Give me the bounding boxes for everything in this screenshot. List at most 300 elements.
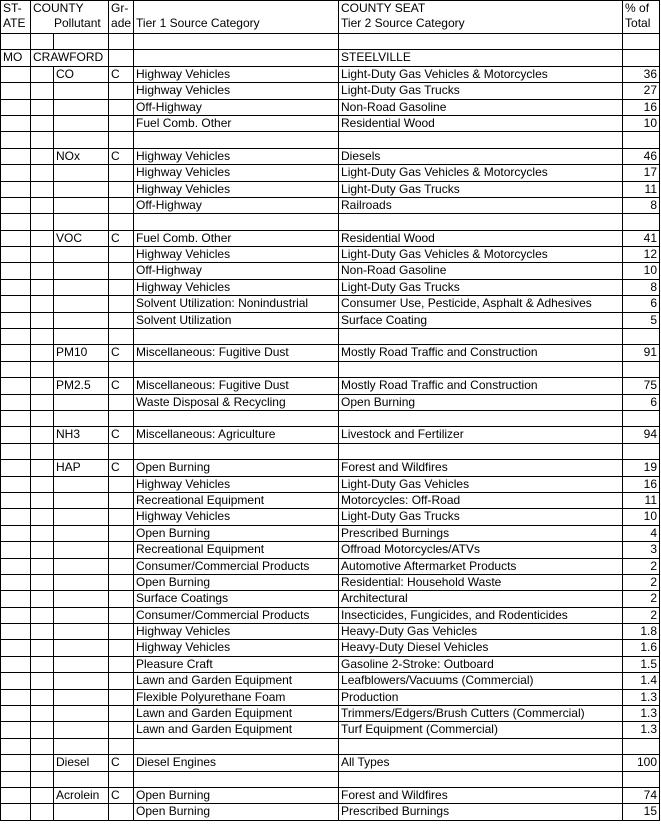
percent-cell: 10 xyxy=(623,509,660,525)
tier2-cell: Heavy-Duty Gas Vehicles xyxy=(339,624,623,640)
state-cell xyxy=(1,378,31,394)
percent-cell: 6 xyxy=(623,296,660,312)
table-row xyxy=(1,378,660,394)
tier2-cell: Leafblowers/Vacuums (Commercial) xyxy=(339,673,623,689)
pollutant-cell xyxy=(54,525,109,541)
percent-cell: 16 xyxy=(623,99,660,115)
empty-cell xyxy=(54,410,109,426)
tier1-cell: Open Burning xyxy=(134,460,339,476)
percent-cell: 6 xyxy=(623,394,660,410)
state-cell xyxy=(1,722,31,738)
county-cell xyxy=(31,427,54,443)
pollutant-cell xyxy=(54,656,109,672)
empty-cell xyxy=(109,214,134,230)
pollutant-cell xyxy=(54,706,109,722)
state-cell xyxy=(1,345,31,361)
state-cell xyxy=(1,706,31,722)
tier2-cell: Non-Road Gasoline xyxy=(339,263,623,279)
empty-cell xyxy=(31,329,54,345)
state-cell xyxy=(1,787,31,803)
tier2-cell: All Types xyxy=(339,755,623,771)
county-cell xyxy=(31,525,54,541)
tier1-cell: Highway Vehicles xyxy=(134,640,339,656)
empty-cell xyxy=(31,361,54,377)
county-cell xyxy=(31,673,54,689)
tier1-cell: Off-Highway xyxy=(134,99,339,115)
tier1-cell: Solvent Utilization: Nonindustrial xyxy=(134,296,339,312)
state-cell xyxy=(1,689,31,705)
pollutant-cell xyxy=(54,673,109,689)
pollutant-cell xyxy=(54,296,109,312)
state-cell xyxy=(1,230,31,246)
county-seat-cell: STEELVILLE xyxy=(339,50,623,66)
percent-cell: 1.6 xyxy=(623,640,660,656)
state-cell xyxy=(1,542,31,558)
tier1-cell: Lawn and Garden Equipment xyxy=(134,673,339,689)
percent-cell: 1.8 xyxy=(623,624,660,640)
county-cell xyxy=(31,378,54,394)
table-row xyxy=(1,689,660,705)
pollutant-cell: PM10 xyxy=(54,345,109,361)
state-cell xyxy=(1,591,31,607)
tier1-cell: Consumer/Commercial Products xyxy=(134,607,339,623)
table-row xyxy=(1,427,660,443)
county-cell xyxy=(31,181,54,197)
county-cell xyxy=(31,99,54,115)
grade-cell xyxy=(109,689,134,705)
tier2-cell: Insecticides, Fungicides, and Rodenticides xyxy=(339,607,623,623)
state-cell xyxy=(1,492,31,508)
grade-cell xyxy=(109,394,134,410)
table-row xyxy=(1,263,660,279)
empty-cell xyxy=(31,443,54,459)
empty-cell xyxy=(339,132,623,148)
pollutant-cell xyxy=(54,115,109,131)
county-cell xyxy=(31,591,54,607)
county-cell xyxy=(31,66,54,82)
table-row xyxy=(1,181,660,197)
state-cell xyxy=(1,263,31,279)
state-cell xyxy=(1,279,31,295)
percent-cell: 1.5 xyxy=(623,656,660,672)
pollutant-cell xyxy=(54,247,109,263)
empty-cell xyxy=(54,771,109,787)
state-cell xyxy=(1,525,31,541)
empty-cell xyxy=(134,132,339,148)
empty-cell xyxy=(54,214,109,230)
pollutant-cell: NOx xyxy=(54,148,109,164)
tier1-cell: Open Burning xyxy=(134,787,339,803)
empty-cell xyxy=(31,410,54,426)
percent-cell: 91 xyxy=(623,345,660,361)
grade-cell xyxy=(109,607,134,623)
empty-cell xyxy=(339,771,623,787)
table-row xyxy=(1,574,660,590)
county-cell xyxy=(31,787,54,803)
county-cell xyxy=(31,460,54,476)
grade-cell xyxy=(109,197,134,213)
spacer-row xyxy=(1,443,660,459)
percent-cell: 17 xyxy=(623,165,660,181)
state-cell xyxy=(1,181,31,197)
state-cell xyxy=(1,66,31,82)
percent-cell: 19 xyxy=(623,460,660,476)
empty-cell xyxy=(31,132,54,148)
grade-cell xyxy=(109,263,134,279)
empty-cell xyxy=(31,214,54,230)
grade-cell xyxy=(109,722,134,738)
county-cell xyxy=(31,558,54,574)
pollutant-cell xyxy=(54,607,109,623)
grade-cell: C xyxy=(109,66,134,82)
empty-cell xyxy=(339,214,623,230)
tier2-cell: Offroad Motorcycles/ATVs xyxy=(339,542,623,558)
percent-cell: 11 xyxy=(623,181,660,197)
grade-cell xyxy=(109,706,134,722)
grade-cell: C xyxy=(109,148,134,164)
tier1-cell: Surface Coatings xyxy=(134,591,339,607)
pollutant-cell xyxy=(54,804,109,820)
county-cell xyxy=(31,165,54,181)
county-cell xyxy=(31,624,54,640)
tier2-cell: Open Burning xyxy=(339,394,623,410)
county-cell xyxy=(31,345,54,361)
state-cell xyxy=(1,656,31,672)
tier1-cell: Flexible Polyurethane Foam xyxy=(134,689,339,705)
table-row xyxy=(1,542,660,558)
table-row xyxy=(1,787,660,803)
empty-cell xyxy=(623,214,660,230)
table-row xyxy=(1,492,660,508)
empty-cell xyxy=(134,329,339,345)
empty-cell xyxy=(623,410,660,426)
percent-cell: 2 xyxy=(623,558,660,574)
table-row xyxy=(1,99,660,115)
empty-cell xyxy=(1,214,31,230)
state-cell xyxy=(1,509,31,525)
table-row xyxy=(1,296,660,312)
percent-cell: 1.3 xyxy=(623,722,660,738)
tier1-cell: Miscellaneous: Agriculture xyxy=(134,427,339,443)
tier1-cell: Lawn and Garden Equipment xyxy=(134,706,339,722)
empty-cell xyxy=(339,443,623,459)
pollutant-cell xyxy=(54,542,109,558)
percent-cell: 4 xyxy=(623,525,660,541)
county-cell xyxy=(31,640,54,656)
tier1-cell: Open Burning xyxy=(134,525,339,541)
state-cell xyxy=(1,165,31,181)
county-cell xyxy=(31,804,54,820)
empty-cell xyxy=(109,771,134,787)
percent-cell: 100 xyxy=(623,755,660,771)
grade-cell: C xyxy=(109,345,134,361)
pollutant-cell xyxy=(54,197,109,213)
county-cell xyxy=(31,706,54,722)
percent-cell: 16 xyxy=(623,476,660,492)
grade-cell xyxy=(109,525,134,541)
table-row xyxy=(1,755,660,771)
county-cell xyxy=(31,509,54,525)
state-cell xyxy=(1,673,31,689)
header-grade: Gr- ade xyxy=(109,1,134,34)
county-cell xyxy=(31,574,54,590)
empty-cell xyxy=(134,361,339,377)
table-row xyxy=(1,83,660,99)
pollutant-cell xyxy=(54,99,109,115)
empty-cell xyxy=(134,443,339,459)
grade-cell: C xyxy=(109,787,134,803)
tier2-cell: Residential Wood xyxy=(339,115,623,131)
tier2-cell: Motorcycles: Off-Road xyxy=(339,492,623,508)
grade-cell xyxy=(109,296,134,312)
tier2-cell: Light-Duty Gas Vehicles xyxy=(339,476,623,492)
empty-cell xyxy=(134,410,339,426)
grade-cell: C xyxy=(109,755,134,771)
pollutant-cell xyxy=(54,394,109,410)
county-cell xyxy=(31,492,54,508)
table-row xyxy=(1,312,660,328)
county-cell xyxy=(31,755,54,771)
percent-cell: 1.3 xyxy=(623,706,660,722)
empty-cell xyxy=(134,214,339,230)
pollutant-cell xyxy=(54,689,109,705)
table-row xyxy=(1,509,660,525)
spacer-row xyxy=(1,34,660,50)
empty-cell xyxy=(623,443,660,459)
pollutant-cell: CO xyxy=(54,66,109,82)
percent-cell: 2 xyxy=(623,607,660,623)
state-cell xyxy=(1,83,31,99)
tier2-cell: Gasoline 2-Stroke: Outboard xyxy=(339,656,623,672)
state-cell xyxy=(1,574,31,590)
grade-cell xyxy=(109,624,134,640)
tier2-cell: Railroads xyxy=(339,197,623,213)
empty-cell xyxy=(339,410,623,426)
empty-cell xyxy=(623,771,660,787)
table-row xyxy=(1,624,660,640)
table-row xyxy=(1,656,660,672)
tier2-cell: Mostly Road Traffic and Construction xyxy=(339,345,623,361)
spacer-row xyxy=(1,771,660,787)
tier1-cell: Highway Vehicles xyxy=(134,181,339,197)
county-cell xyxy=(31,542,54,558)
pollutant-cell: VOC xyxy=(54,230,109,246)
pollutant-cell xyxy=(54,279,109,295)
pollutant-cell xyxy=(54,312,109,328)
county-cell xyxy=(31,247,54,263)
state-cell xyxy=(1,607,31,623)
empty-cell xyxy=(339,738,623,754)
state-cell xyxy=(1,247,31,263)
tier2-cell: Light-Duty Gas Trucks xyxy=(339,181,623,197)
empty-cell xyxy=(1,132,31,148)
pollutant-cell: HAP xyxy=(54,460,109,476)
grade-cell xyxy=(109,640,134,656)
empty-cell xyxy=(54,443,109,459)
state-cell xyxy=(1,394,31,410)
table-row xyxy=(1,345,660,361)
location-row xyxy=(1,50,660,66)
tier1-cell: Waste Disposal & Recycling xyxy=(134,394,339,410)
table-row xyxy=(1,165,660,181)
percent-cell: 12 xyxy=(623,247,660,263)
tier1-cell: Miscellaneous: Fugitive Dust xyxy=(134,378,339,394)
tier1-cell: Open Burning xyxy=(134,804,339,820)
percent-cell: 10 xyxy=(623,115,660,131)
header-state: ST- ATE xyxy=(1,1,31,34)
pollutant-cell: PM2.5 xyxy=(54,378,109,394)
tier1-cell: Highway Vehicles xyxy=(134,83,339,99)
header-county-pollutant: COUNTY Pollutant xyxy=(31,1,109,34)
grade-cell: C xyxy=(109,427,134,443)
table-row xyxy=(1,460,660,476)
table-row xyxy=(1,148,660,164)
empty-cell xyxy=(134,738,339,754)
empty-cell xyxy=(623,132,660,148)
percent-cell: 75 xyxy=(623,378,660,394)
pollutant-cell xyxy=(54,83,109,99)
tier1-cell: Off-Highway xyxy=(134,197,339,213)
header-row xyxy=(1,1,660,34)
state-cell xyxy=(1,99,31,115)
grade-cell: C xyxy=(109,230,134,246)
tier2-cell: Diesels xyxy=(339,148,623,164)
table-row xyxy=(1,804,660,820)
percent-cell: 11 xyxy=(623,492,660,508)
tier2-cell: Surface Coating xyxy=(339,312,623,328)
table-row xyxy=(1,607,660,623)
state-cell xyxy=(1,148,31,164)
grade-cell xyxy=(109,279,134,295)
table-row xyxy=(1,66,660,82)
spacer-row xyxy=(1,214,660,230)
tier2-cell: Light-Duty Gas Trucks xyxy=(339,509,623,525)
empty-cell xyxy=(339,329,623,345)
empty-cell xyxy=(623,738,660,754)
grade-cell xyxy=(109,247,134,263)
table-row xyxy=(1,279,660,295)
empty-cell xyxy=(109,443,134,459)
percent-cell: 2 xyxy=(623,574,660,590)
table-row xyxy=(1,197,660,213)
header-tier1: Tier 1 Source Category xyxy=(134,1,339,34)
pollutant-cell xyxy=(54,476,109,492)
tier2-cell: Light-Duty Gas Trucks xyxy=(339,279,623,295)
table-row xyxy=(1,115,660,131)
pollutant-cell xyxy=(54,492,109,508)
tier1-cell: Highway Vehicles xyxy=(134,66,339,82)
tier1-cell: Highway Vehicles xyxy=(134,148,339,164)
state-cell xyxy=(1,312,31,328)
empty-cell xyxy=(109,738,134,754)
county-cell xyxy=(31,689,54,705)
tier1-cell: Diesel Engines xyxy=(134,755,339,771)
grade-cell xyxy=(109,99,134,115)
empty-cell xyxy=(1,410,31,426)
state-cell xyxy=(1,640,31,656)
empty-cell xyxy=(54,329,109,345)
table-body xyxy=(1,34,660,821)
empty-cell xyxy=(623,361,660,377)
table-row xyxy=(1,558,660,574)
pollutant-cell xyxy=(54,574,109,590)
county-cell xyxy=(31,476,54,492)
table-row xyxy=(1,640,660,656)
tier2-cell: Forest and Wildfires xyxy=(339,460,623,476)
pollutant-cell xyxy=(54,624,109,640)
tier1-cell: Miscellaneous: Fugitive Dust xyxy=(134,345,339,361)
state-cell xyxy=(1,460,31,476)
spacer-row xyxy=(1,132,660,148)
empty-cell xyxy=(109,361,134,377)
spacer-row xyxy=(1,738,660,754)
empty-cell xyxy=(54,738,109,754)
state-cell xyxy=(1,115,31,131)
county-cell xyxy=(31,83,54,99)
table-row xyxy=(1,706,660,722)
percent-cell: 36 xyxy=(623,66,660,82)
percent-cell: 5 xyxy=(623,312,660,328)
tier2-cell: Trimmers/Edgers/Brush Cutters (Commercial) xyxy=(339,706,623,722)
tier2-cell: Mostly Road Traffic and Construction xyxy=(339,378,623,394)
pollutant-cell xyxy=(54,263,109,279)
tier1-cell: Pleasure Craft xyxy=(134,656,339,672)
table-row xyxy=(1,722,660,738)
percent-cell: 8 xyxy=(623,279,660,295)
state-cell xyxy=(1,804,31,820)
state-cell xyxy=(1,296,31,312)
state-cell xyxy=(1,427,31,443)
state-cell xyxy=(1,476,31,492)
tier1-cell: Highway Vehicles xyxy=(134,509,339,525)
percent-cell: 74 xyxy=(623,787,660,803)
county-cell xyxy=(31,296,54,312)
empty-cell xyxy=(54,132,109,148)
tier2-cell: Non-Road Gasoline xyxy=(339,99,623,115)
percent-cell: 1.4 xyxy=(623,673,660,689)
empty-cell xyxy=(31,738,54,754)
empty-cell xyxy=(109,329,134,345)
empty-cell xyxy=(1,443,31,459)
grade-cell xyxy=(109,591,134,607)
header-percent: % of Total xyxy=(623,1,660,34)
tier2-cell: Turf Equipment (Commercial) xyxy=(339,722,623,738)
county-cell xyxy=(31,312,54,328)
state-cell xyxy=(1,624,31,640)
tier2-cell: Light-Duty Gas Vehicles & Motorcycles xyxy=(339,165,623,181)
grade-cell xyxy=(109,542,134,558)
pollutant-cell xyxy=(54,558,109,574)
tier1-cell: Consumer/Commercial Products xyxy=(134,558,339,574)
state-cell xyxy=(1,197,31,213)
state-cell xyxy=(1,755,31,771)
table-row xyxy=(1,591,660,607)
table-row xyxy=(1,247,660,263)
percent-cell: 15 xyxy=(623,804,660,820)
pollutant-cell xyxy=(54,181,109,197)
tier2-cell: Light-Duty Gas Vehicles & Motorcycles xyxy=(339,247,623,263)
grade-cell xyxy=(109,476,134,492)
tier1-cell: Lawn and Garden Equipment xyxy=(134,722,339,738)
county-cell xyxy=(31,148,54,164)
empty-cell xyxy=(109,132,134,148)
spacer-row xyxy=(1,361,660,377)
county-cell xyxy=(31,263,54,279)
state-cell xyxy=(1,558,31,574)
pollutant-cell xyxy=(54,640,109,656)
grade-cell xyxy=(109,673,134,689)
table-row xyxy=(1,476,660,492)
